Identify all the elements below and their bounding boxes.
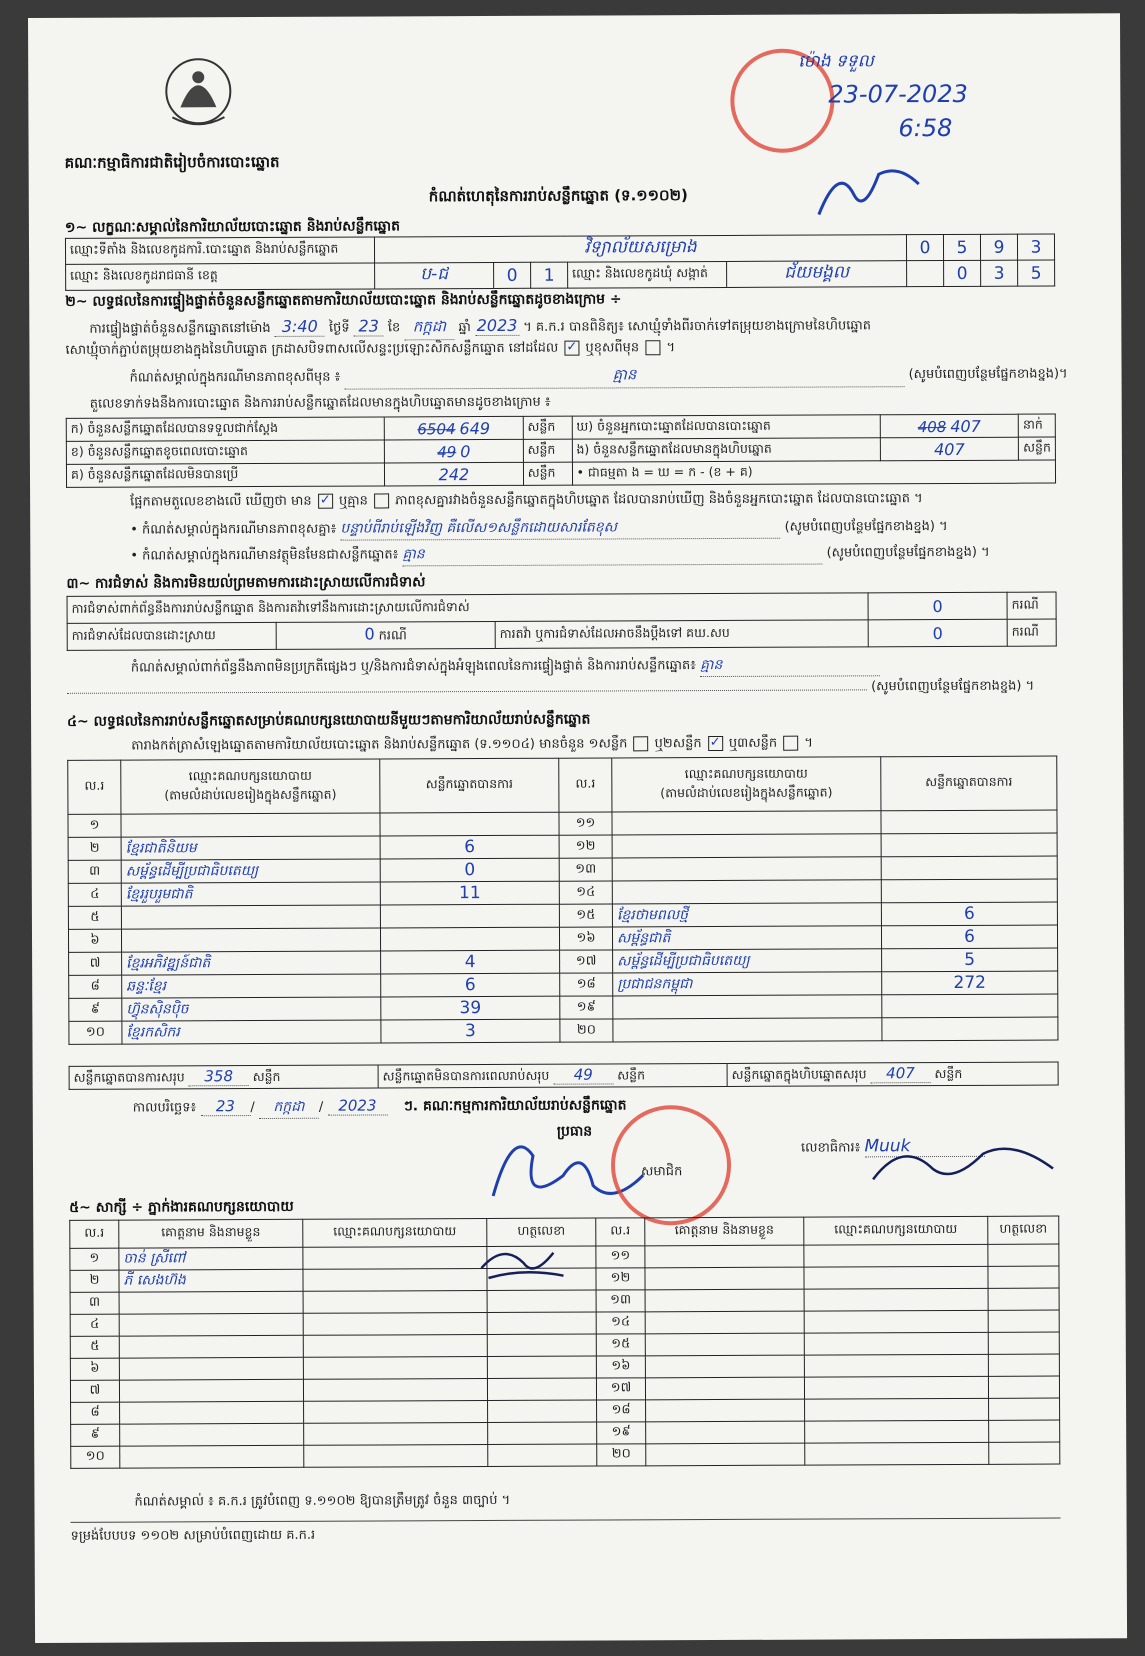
result-no: ១៣ [559,858,612,881]
intro-end: ។ [804,735,814,751]
count-e-value: 407 [934,439,965,459]
two-sheet-checkbox[interactable]: ✓ [708,736,723,751]
province-code-digit: 1 [531,262,568,288]
changed-label: ឬខុសពីមុន [585,340,640,356]
witness-col-sign: ហត្ថលេខា [487,1218,596,1246]
objection-table [67,592,1057,651]
location-code-digit: 9 [980,234,1017,260]
witness-row [71,1442,1060,1468]
witness-no: ១៨ [597,1400,646,1422]
result-party [612,834,881,858]
result-votes [882,994,1058,1018]
witness-party [303,1247,487,1270]
year-label: ឆ្នាំ [458,320,471,336]
result-party [121,905,380,929]
section3-note-value: គ្មាន [700,654,880,677]
result-votes: 11 [380,881,559,905]
section1-table [65,234,1055,291]
location-value: វិទ្យាល័យសម្រោង [584,237,697,258]
col-party-left [121,759,380,814]
witness-sign [988,1244,1059,1266]
committee-stamp [611,1105,732,1226]
witness-party [303,1291,487,1314]
witness-no: ២ [70,1270,119,1292]
form-title: កំណត់ហេតុនៃការរាប់សន្លឹកឆ្នោត (ទ.១១០២) [428,186,688,206]
result-party: ខ្មែរកសិករ [122,1020,381,1044]
initial-signature-icon [809,154,929,225]
result-party [612,880,881,904]
witness-sign [989,1420,1060,1442]
count-b-label: ខ) ចំនួនសន្លឹកឆ្នោតខូចពេលបោះឆ្នោត [66,440,384,464]
witness-col-name-right: គោត្តនាម និងនាមខ្លួន [645,1217,804,1246]
note1-tail: (សូមបំពេញបន្ថែមផ្នែកខាងខ្នង)។ [908,366,1068,383]
formula: • ជាធម្មតា ង = ឃ = ក - (ខ + គ) [572,460,1056,485]
witness-name [645,1311,804,1334]
result-party: ខ្មែររួបរួមជាតិ [121,882,380,906]
result-party: សម្ព័ន្ធដើម្បីប្រជាធិបតេយ្យ [613,949,882,973]
result-party: ខ្មែរអភិវឌ្ឍន៍ជាតិ [122,951,381,975]
nec-emblem-icon [158,55,238,133]
count-d-struck: 408 [917,417,947,436]
witness-party [304,1445,488,1468]
total-box: 407 [870,1064,930,1083]
verification-text-2: ។ គ.ក.រ បានពិនិត្យ៖ សោឃ្មុំទាំងពីរចាក់ទៅតម្រុយខាងក្រោមនៃហិបឆ្នោត [523,318,871,335]
result-no: ១២ [559,835,612,858]
result-party: សម្ព័ន្ធជាតិ [612,926,881,950]
section3-note-tail: (សូមបំពេញបន្ថែមផ្នែកខាងខ្នង) ។ [871,678,1035,695]
witness-no: ២០ [597,1444,646,1466]
result-no: ២០ [560,1019,613,1042]
form-sheet [28,13,1127,1643]
result-votes [881,810,1057,834]
form-note: ទម្រង់បែបបទ ១១០២ សម្រាប់បំពេញដោយ គ.ក.រ [70,1527,316,1544]
result-no: ៤ [68,883,121,906]
witness-party [804,1332,988,1355]
col-party-title: ឈ្មោះគណបក្សនយោបាយ [684,765,808,781]
result-no: ៥ [68,906,121,929]
witness-sign [487,1356,596,1378]
period: ។ [666,340,676,356]
note3-tail: (សូមបំពេញបន្ថែមផ្នែកខាងខ្នង) ។ [826,544,990,561]
witness-name [646,1421,805,1444]
location-code-digit: 0 [906,235,943,261]
count-a-value: 649 [459,418,491,438]
section2-title: ២~ លទ្ធផលនៃការផ្ទៀងផ្ទាត់ចំនួនសន្លឹកឆ្នោតតាមការិយាល័យបោះឆ្នោត និងរាប់សន្លឹកឆ្នោតដូចខាងក្រោម ÷ [65,291,622,310]
result-votes: 6 [881,902,1057,926]
result-no: ១៧ [560,950,613,973]
note1-value: គ្មាន [344,364,904,389]
totals-table [69,1062,1059,1090]
org-name: គណៈកម្មាធិការជាតិរៀបចំការបោះឆ្នោត [64,152,280,172]
witness-name [646,1399,805,1422]
witness-name [645,1377,804,1400]
witness-no: ១០ [71,1446,120,1468]
witness-name [645,1267,804,1290]
resolved-value: 0 [364,624,375,644]
month-label: ខែ [387,320,401,336]
count-b-value: 0 [460,441,471,461]
col-no-right: ល.រ [559,758,612,812]
section1-title: ១~ លក្ខណៈសម្គាល់នៃការិយាល័យបោះឆ្នោត និងរាប់សន្លឹកឆ្នោត [64,218,401,236]
footer-divider [71,1518,1061,1523]
witness-no: ៧ [70,1380,119,1402]
witness-party [303,1379,487,1402]
section3-title: ៣~ ការជំទាស់ និងការមិនយល់ព្រមតាមការដោះស្រាយលើការជំទាស់ [66,574,426,592]
total-box-label: សន្លឹកឆ្នោតក្នុងហិបឆ្នោតសរុប [731,1065,867,1082]
total-valid: 358 [189,1067,249,1086]
result-votes: 0 [380,858,559,882]
date-label: កាលបរិច្ឆេទ៖ [132,1100,197,1116]
result-votes [881,833,1057,857]
province-value: ប-ជ [420,264,449,285]
witness-name [120,1423,304,1446]
note1-line [130,363,1068,390]
total-box-unit: សន្លឹក [934,1065,963,1081]
witness-sign [487,1290,596,1312]
result-no: ៧ [69,952,122,975]
commune-code-digit: 0 [944,260,981,286]
chair-label: ប្រធាន [556,1123,593,1140]
commune-code-digit: 5 [1018,260,1055,286]
count-c-label: គ) ចំនួនសន្លឹកឆ្នោតដែលមិនបានប្រើ [66,463,384,487]
witness-name: ចាន់ ស្រីពៅ [119,1247,303,1270]
intro-text-b: ឬ២សន្លឹក [654,736,702,752]
result-votes [881,879,1057,903]
changed-checkbox[interactable] [645,340,660,355]
compare-text-c: ភាពខុសគ្នារវាងចំនួនសន្លឹកឆ្នោតក្នុងហិបឆ្នោត ដែលបានរាប់ឃើញ និងចំនួនអ្នកបោះឆ្នោត ដែលបានបោះឆ្នោត ។ [395,491,923,509]
result-votes: 272 [882,971,1058,995]
witness-name [120,1445,304,1468]
result-party [612,857,881,881]
count-a-unit: សន្លឹក [523,416,572,439]
compare-text-b: ឬគ្មាន [338,493,368,509]
col-party-sub: (តាមលំដាប់លេខរៀងក្នុងសន្លឹកឆ្នោត) [660,783,833,800]
note2-line [130,516,948,542]
witness-name [119,1291,303,1314]
result-no: ១០ [69,1021,122,1044]
count-b-unit: សន្លឹក [523,439,572,462]
time-value: 3:40 [275,317,325,337]
result-votes: 6 [881,925,1057,949]
witness-sign [487,1334,596,1356]
section5-title: ៥~ សាក្សី ÷ ភ្នាក់ងារគណបក្សនយោបាយ [69,1198,294,1216]
witness-no: ១៥ [596,1334,645,1356]
witness-col-party: ឈ្មោះគណបក្សនយោបាយ [303,1219,487,1248]
result-votes: 39 [381,996,560,1020]
result-party: ឆន្ទៈខ្មែរ [122,974,381,998]
witness-party [805,1442,989,1465]
total-valid-label: សន្លឹកឆ្នោតបានការសរុប [73,1068,185,1085]
col-votes-right: សន្លឹកឆ្នោតបានការ [881,756,1057,811]
counts-table [66,414,1056,488]
month-value: កក្កដា [404,317,454,340]
witness-party [805,1420,989,1443]
section3-note-line2 [67,678,1034,701]
result-no: ១៦ [559,927,612,950]
witness-name [645,1333,804,1356]
section3-note-line [131,654,880,679]
witness-col-no-right: ល.រ [596,1218,645,1246]
count-a-struck: 6504 [417,419,456,438]
witness-party [303,1269,487,1292]
witness-sign [487,1312,596,1334]
col-no-left: ល.រ [68,760,121,814]
appeal-value: 0 [932,623,943,643]
witness-col-party-right: ឈ្មោះគណបក្សនយោបាយ [804,1216,988,1245]
seal-text: សោឃ្មុំចាក់ភ្ជាប់តម្រុយខាងក្នុងនៃហិបឆ្នោត ក្រដាសបិទពាសលើសន្ទះប្រឡោះសិកសន្លឹកឆ្នោត នៅដដែល [65,340,559,358]
date-year: 2023 [327,1096,387,1115]
result-no: ៣ [68,860,121,883]
year-value: 2023 [476,315,518,336]
appeal-unit: ករណី [1007,619,1056,646]
count-e-unit: សន្លឹក [1019,437,1056,460]
witness-no: ១១ [596,1246,645,1268]
note1-label: កំណត់សម្គាល់ក្នុងករណីមានភាពខុសពីមុន ៖ [129,369,341,386]
witness-party [804,1376,988,1399]
witness-sign [989,1442,1060,1464]
witness-col-sign-right: ហត្ថលេខា [988,1216,1059,1244]
count-b-struck: 49 [437,442,457,461]
result-party: ប្រជាជនកម្ពុជា [613,972,882,996]
result-no: ១៥ [559,904,612,927]
result-no: ១៤ [559,881,612,904]
intro-text-c: ឬ៣សន្លឹក [728,735,778,751]
witness-col-name: គោត្តនាម និងនាមខ្លួន [119,1219,303,1248]
secretary-signature-icon [863,1133,1063,1194]
results-table [67,756,1058,1045]
location-label: ឈ្មោះទីតាំង និងលេខកូដការិ.បោះឆ្នោត និងរាប់សន្លឹកឆ្នោត [65,237,374,264]
witness-sign [988,1288,1059,1310]
count-c-unit: សន្លឹក [523,462,572,485]
witness-no: ១ [70,1248,119,1270]
witness-party [804,1244,988,1267]
seal-line [65,339,675,361]
footer-note: កំណត់សម្គាល់ ៖ គ.ក.រ ត្រូវបំពេញ ទ.១១០២ ឱ្យបានត្រឹមត្រូវ ចំនួន ៣ច្បាប់ ។ [134,1492,511,1510]
witness-name [120,1401,304,1424]
witness-sign [988,1310,1059,1332]
section4-title: ៤~ លទ្ធផលនៃការរាប់សន្លឹកឆ្នោតសម្រាប់គណបក្សនយោបាយនីមួយៗតាមការិយាល័យរាប់សន្លឹកឆ្នោត [67,711,591,730]
witness-party [304,1423,488,1446]
witness-party [804,1310,988,1333]
witness-party [804,1266,988,1289]
result-votes: 4 [381,950,560,974]
verification-text: ការផ្ទៀងផ្ទាត់ចំនួនសន្លឹកឆ្នោតនៅម៉ោង [89,320,271,337]
total-invalid-unit: សន្លឹក [617,1066,646,1082]
date-line: កាលបរិច្ឆេទ៖ 23 / កក្កដា / 2023 ៗ. គណៈកម្មការការិយាល័យរាប់សន្លឹកឆ្នោត [133,1095,627,1119]
result-party [121,813,380,837]
result-party [121,928,380,952]
witness-sign [488,1422,597,1444]
member-label: សមាជិក [641,1164,683,1180]
result-no: ១១ [559,812,612,835]
result-no: ៦ [68,929,121,952]
province-code-digit: 0 [494,262,531,288]
result-votes [380,904,559,928]
location-code-digit: 3 [1017,234,1054,260]
objection-value: 0 [932,596,943,616]
commune-label: ឈ្មោះ និងលេខកូដឃុំ សង្កាត់ [568,261,727,288]
witness-no: ១៧ [596,1378,645,1400]
col-party-title: ឈ្មោះគណបក្សនយោបាយ [188,767,312,783]
witness-party [805,1398,989,1421]
witness-col-no: ល.រ [70,1220,119,1248]
result-votes: 6 [380,835,559,859]
three-sheet-checkbox[interactable] [783,736,798,751]
verification-line [89,314,871,341]
compare-line [130,490,923,512]
result-votes [882,1017,1058,1041]
result-row [69,1017,1058,1044]
witness-name [646,1443,805,1466]
note3-label: • កំណត់សម្គាល់ក្នុងករណីមានវត្ថុមិនមែនជាសន្លឹកឆ្នោត៖ [130,547,399,564]
witness-name [645,1289,804,1312]
witness-no: ៩ [71,1424,120,1446]
witness-party [304,1401,488,1424]
witness-name [119,1335,303,1358]
col-votes-left: សន្លឹកឆ្នោតបានការ [380,758,559,813]
witness-name [645,1245,804,1268]
col-party-right [612,757,881,812]
note3-value: គ្មាន [402,543,822,567]
difference-yes-checkbox[interactable]: ✓ [318,494,333,509]
counts-intro: តួលេខទាក់ទងនឹងការបោះឆ្នោត និងការរាប់សន្លឹកឆ្នោតដែលមានក្នុងហិបឆ្នោតមានដូចខាងក្រោម ៖ [89,394,551,412]
total-valid-unit: សន្លឹក [252,1068,281,1084]
day-value: 23 [354,316,384,336]
witness-name [119,1313,303,1336]
result-no: ៩ [69,998,122,1021]
result-votes [380,927,559,951]
committee-label: ៗ. គណៈកម្មការការិយាល័យរាប់សន្លឹកឆ្នោត [403,1097,627,1115]
witness-no: ១៣ [596,1290,645,1312]
witness-sign [989,1398,1060,1420]
witness-no: ១៤ [596,1312,645,1334]
date-month: កក្កដា [259,1097,319,1119]
stamp-note-time: 6:58 [898,113,953,143]
result-votes [881,856,1057,880]
witness-name: ភី សេងហ៊ង [119,1269,303,1292]
secretary-label: លេខាធិការ៖ [800,1140,861,1156]
result-votes: 3 [381,1019,560,1043]
witness-no: ១២ [596,1268,645,1290]
witness-party [804,1354,988,1377]
count-e-label: ង) ចំនួនសន្លឹកឆ្នោតដែលមានក្នុងហិបឆ្នោត [572,438,880,462]
result-votes [380,812,559,836]
witness-no: ១៩ [597,1422,646,1444]
witness-no: ៣ [70,1292,119,1314]
resolved-unit: ករណី [378,628,407,644]
note2-value: បន្ទាប់ពីរាប់ឡើងវិញ គឺលើស១សន្លឹកដោយសារតែខុស [340,517,780,541]
result-votes: 6 [381,973,560,997]
result-no: ១៨ [560,973,613,996]
result-party: ខ្មែរជាតិនិយម [121,836,380,860]
count-d-label: ឃ) ចំនួនអ្នកបោះឆ្នោតដែលបានបោះឆ្នោត [572,415,880,439]
location-code-digit: 5 [943,234,980,260]
compare-text-a: ផ្អែកតាមតួលេខខាងលើ ឃើញថា មាន [130,493,312,510]
witness-no: ៤ [70,1314,119,1336]
witness-sign [487,1378,596,1400]
witness-no: ៦ [70,1358,119,1380]
witness-sign [488,1444,597,1466]
stamp-note-date: 23-07-2023 [828,79,968,109]
unchanged-checkbox[interactable]: ✓ [564,341,579,356]
count-c-value: 242 [438,464,470,484]
count-a-label: ក) ចំនួនសន្លឹកឆ្នោតដែលបានទទួលជាក់ស្តែង [66,417,384,441]
result-party: ខ្មែរថាមពលថ្មី [612,903,881,927]
witness-sign [988,1376,1059,1398]
witness-party [804,1288,988,1311]
witness-no: ៥ [70,1336,119,1358]
total-invalid: 49 [553,1065,613,1084]
result-party: ហ៊្វុនស៊ិនប៉ិច [122,997,381,1021]
objection-label: ការជំទាស់ពាក់ព័ន្ធនឹងការរាប់សន្លឹកឆ្នោត និងការតវ៉ាទៅនឹងការដោះស្រាយលើការជំទាស់ [67,593,868,623]
note2-label: • កំណត់សម្គាល់ក្នុងករណីមានភាពខុសគ្នា៖ [130,521,337,538]
count-d-unit: នាក់ [1018,414,1055,437]
result-party: សម្ព័ន្ធដើម្បីប្រជាធិបតេយ្យ [121,859,380,883]
witness-party [303,1335,487,1358]
objection-unit: ករណី [1007,592,1056,619]
difference-no-checkbox[interactable] [374,493,389,508]
count-d-value: 407 [950,416,981,436]
resolved-label: ការជំទាស់ដែលបានដោះស្រាយ [67,622,276,650]
witness-sign [988,1354,1059,1376]
result-no: ១៩ [560,996,613,1019]
result-no: ២ [68,837,121,860]
section4-intro [131,735,813,757]
result-votes: 5 [882,948,1058,972]
witness-name [119,1379,303,1402]
province-label: ឈ្មោះ និងលេខកូដរាជធានី ខេត្ត [66,263,375,290]
col-party-sub: (តាមលំដាប់លេខរៀងក្នុងសន្លឹកឆ្នោត) [164,786,337,802]
result-party [612,811,881,835]
note3-line [130,542,989,568]
witness-sign [488,1400,597,1422]
note2-tail: (សូមបំពេញបន្ថែមផ្នែកខាងខ្នង) ។ [784,518,948,535]
result-party [613,995,882,1019]
total-invalid-label: សន្លឹកឆ្នោតមិនបានការពេលរាប់សរុប [382,1067,550,1083]
appeal-label: ការតវ៉ា ឬការជំទាស់ដែលអាចនឹងប្តឹងទៅ គឃ.សប [495,620,868,649]
commune-value: ជ័យមង្គល [784,262,850,283]
secretary-name: Muuk [864,1136,984,1158]
result-no: ៨ [69,975,122,998]
section3-note-label: កំណត់សម្គាល់ពាក់ព័ន្ធនឹងភាពមិនប្រក្រតីផ្សេងៗ ឬ/និងការជំទាស់ក្នុងអំឡុងពេលនៃការផ្ទៀងផ្ទាត់ និងការរាប់សន្លឹកឆ្នោត៖ [130,658,697,676]
witness-name [645,1355,804,1378]
witness-sign [988,1266,1059,1288]
result-no: ១ [68,814,121,837]
witness-sign [988,1332,1059,1354]
date-day: 23 [200,1097,250,1116]
witness-name [119,1357,303,1380]
witness-party [303,1357,487,1380]
day-label: ថ្ងៃទី [328,320,350,336]
witness-signature-icon [473,1238,573,1288]
witness-no: ៨ [71,1402,120,1424]
witness-party [303,1313,487,1336]
intro-text-a: តារាងកត់ត្រាសំឡេងឆ្នោតតាមការិយាល័យបោះឆ្នោត និងរាប់សន្លឹកឆ្នោត (ទ.១១០៤) មានចំនួន ១សន្លឹក [131,736,628,754]
witness-no: ១៦ [596,1356,645,1378]
stamp-note-top: ម៉ោង ទទួល [798,51,874,72]
one-sheet-checkbox[interactable] [633,736,648,751]
result-party [613,1018,882,1042]
commune-code-digit: 3 [981,260,1018,286]
